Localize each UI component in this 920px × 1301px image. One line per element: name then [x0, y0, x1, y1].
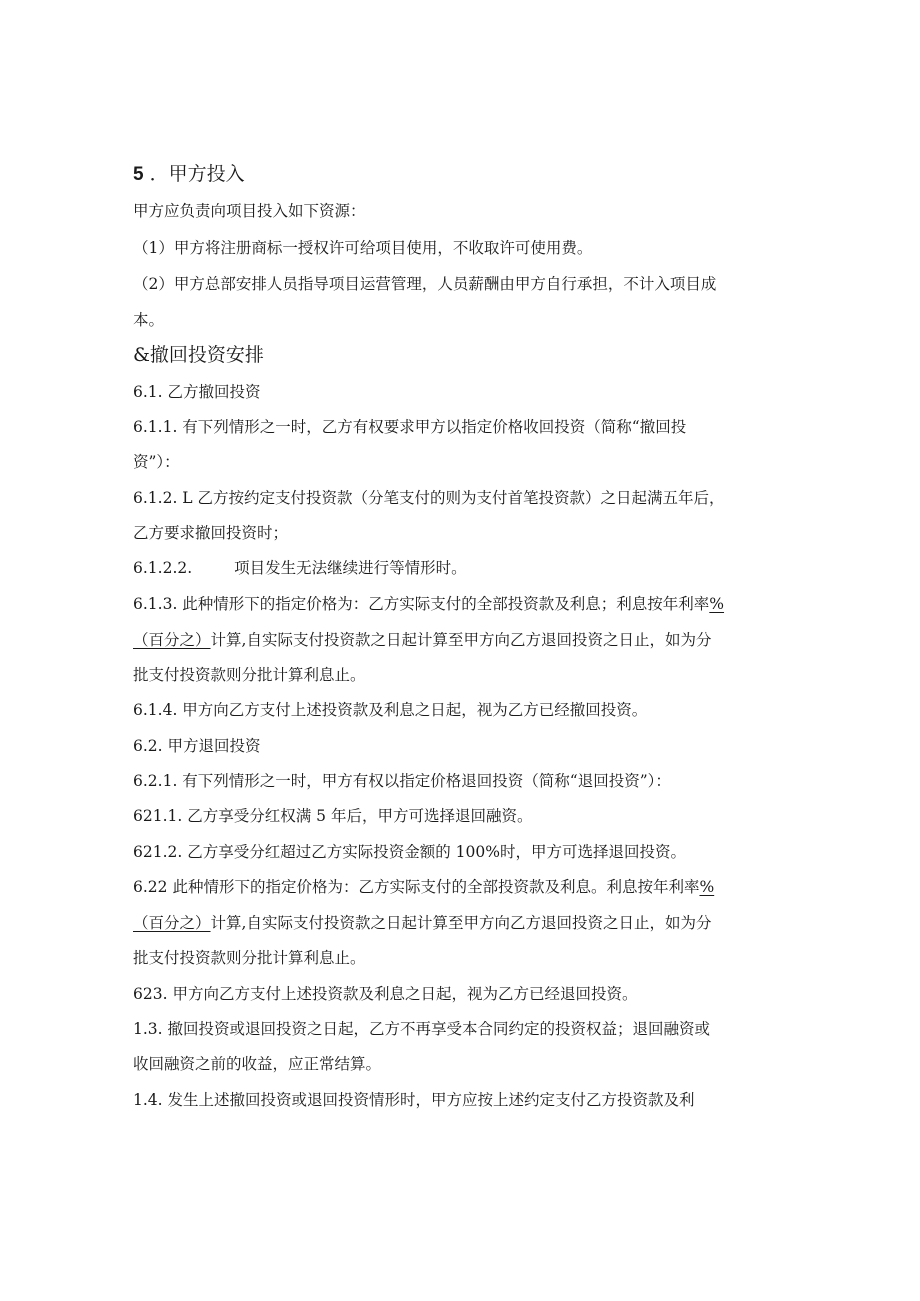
- clause-6-1-1-line-1: 6.1.1. 有下列情形之一时，乙方有权要求甲方以指定价格收回投资（简称“撤回投: [133, 418, 687, 436]
- section-5-item-1: （1）甲方将注册商标一授权许可给项目使用，不收取许可使用费。: [133, 239, 593, 257]
- clause-6-1-3-line-2: [133, 630, 783, 650]
- clause-1-3-line-1: 1.3. 撤回投资或退回投资之日起，乙方不再享受本合同约定的投资权益；退回融资或: [133, 1020, 711, 1038]
- interest-rate-percent-blank: %: [709, 595, 725, 613]
- clause-6-1-3-line-3: 批支付投资款则分批计算利息止。: [133, 666, 366, 684]
- section-5-item-2-line-2: 本。: [133, 311, 165, 329]
- interest-rate-percent-blank-2: %: [699, 878, 715, 896]
- section-5-number: 5: [133, 164, 144, 185]
- clause-1-3-line-2: 收回融资之前的收益，应正常结算。: [133, 1055, 382, 1073]
- clause-6-1: 6.1. 乙方撤回投资: [133, 383, 261, 401]
- clause-6-2-2-line-2: [133, 913, 783, 933]
- clause-6-2-3: 623. 甲方向乙方支付上述投资款及利息之日起，视为乙方已经退回投资。: [133, 985, 638, 1003]
- clause-6-1-2-2-number: 6.1.2.2.: [133, 559, 193, 577]
- clause-1-4-line-1: 1.4. 发生上述撤回投资或退回投资情形时，甲方应按上述约定支付乙方投资款及利: [133, 1091, 695, 1109]
- clause-6-1-2-line-1: 6.1.2. L 乙方按约定支付投资款（分笔支付的则为支付首笔投资款）之日起满五年后，: [133, 489, 725, 507]
- clause-6-1-1-line-2: 资”）：: [133, 453, 180, 471]
- clause-6-1-3-text-2: 计算,自实际支付投资款之日起计算至甲方向乙方退回投资之日止，如为分: [210, 631, 712, 649]
- clause-6-2-2-line-3: 批支付投资款则分批计算利息止。: [133, 949, 366, 967]
- clause-6-2-1: 6.2.1. 有下列情形之一时，甲方有权以指定价格退回投资（简称“退回投资”）：: [133, 772, 671, 790]
- section-5-item-2-line-1: （2）甲方总部安排人员指导项目运营管理，人员薪酬由甲方自行承担，不计入项目成: [133, 275, 717, 293]
- section-6-heading: &撤回投资安排: [133, 344, 264, 366]
- clause-6-1-2-2: [133, 558, 783, 578]
- clause-6-1-4: 6.1.4. 甲方向乙方支付上述投资款及利息之日起，视为乙方已经撤回投资。: [133, 701, 648, 719]
- section-5-heading: [133, 162, 783, 187]
- percent-words-blank-2: （百分之）: [133, 914, 211, 932]
- clause-6-1-3-line-1: [133, 594, 783, 614]
- clause-6-2-1-2: 621.2. 乙方享受分红超过乙方实际投资金额的 100%时，甲方可选择退回投资。: [133, 843, 686, 861]
- section-5-title: ．甲方投入: [149, 163, 245, 185]
- section-5-intro: 甲方应负责向项目投入如下资源：: [133, 202, 366, 220]
- clause-6-2-2-line-1: [133, 877, 783, 897]
- clause-6-2-1-1: 621.1. 乙方享受分红权满 5 年后，甲方可选择退回融资。: [133, 807, 533, 825]
- clause-6-1-2-line-2: 乙方要求撤回投资时；: [133, 524, 289, 542]
- clause-6-1-3-text: 6.1.3. 此种情形下的指定价格为：乙方实际支付的全部投资款及利息；利息按年利率: [133, 595, 710, 613]
- percent-words-blank: （百分之）: [133, 631, 211, 649]
- clause-6-1-2-2-text: 项目发生无法继续进行等情形时。: [234, 559, 467, 577]
- clause-6-2-2-text-2: 计算,自实际支付投资款之日起计算至甲方向乙方退回投资之日止，如为分: [210, 914, 712, 932]
- clause-6-2-2-text: 6.22 此种情形下的指定价格为：乙方实际支付的全部投资款及利息。利息按年利率: [133, 878, 700, 896]
- clause-6-2: 6.2. 甲方退回投资: [133, 737, 261, 755]
